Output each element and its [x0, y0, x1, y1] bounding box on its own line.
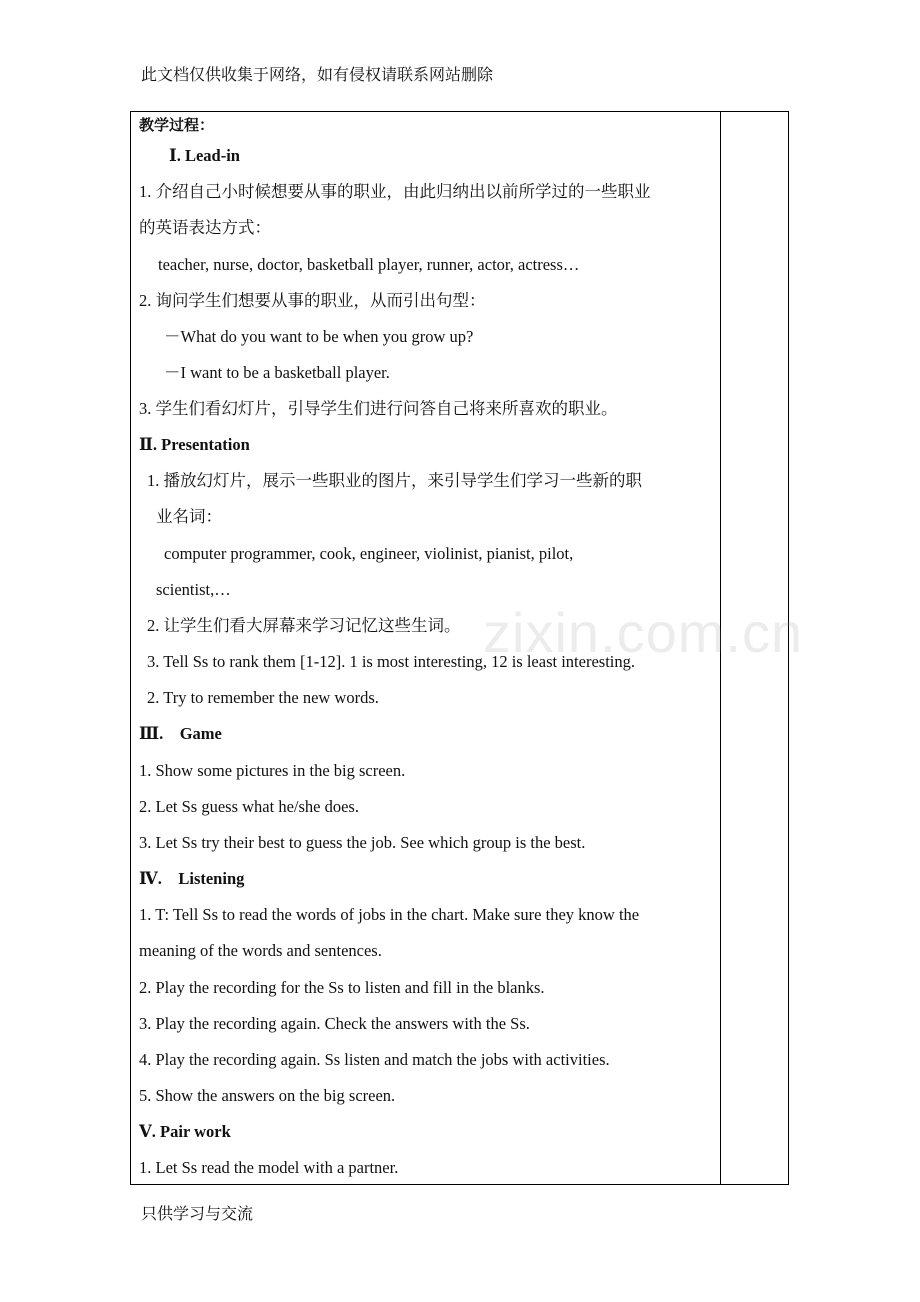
section-heading-lead-in: Ⅰ. Lead-in [169, 146, 240, 165]
game-item-1: 1. Show some pictures in the big screen. [139, 761, 406, 780]
game-item-2: 2. Let Ss guess what he/she does. [139, 797, 359, 816]
site-watermark: zixin.com.cn [483, 601, 804, 664]
listening-item-1-line-2: meaning of the words and sentences. [139, 941, 382, 960]
lead-in-item-1-line-2: 的英语表达方式： [139, 218, 271, 237]
presentation-item-2: 2. 让学生们看大屏幕来学习记忆这些生词。 [147, 616, 461, 635]
lead-in-item-3: 3. 学生们看幻灯片，引导学生们进行问答自己将来所喜欢的职业。 [139, 399, 618, 418]
presentation-vocab-line-1: computer programmer, cook, engineer, violinist, pianist, pilot, [164, 544, 574, 563]
notes-column [720, 112, 721, 1184]
presentation-item-3: 3. Tell Ss to rank them [1-12]. 1 is most interesting, 12 is least interesting. [147, 652, 635, 671]
lead-in-answer: －I want to be a basketball player. [164, 363, 390, 382]
listening-item-2: 2. Play the recording for the Ss to listen and fill in the blanks. [139, 978, 545, 997]
listening-item-5: 5. Show the answers on the big screen. [139, 1086, 396, 1105]
presentation-item-1-line-2: 业名词： [156, 507, 222, 526]
section-heading-presentation: Ⅱ. Presentation [139, 435, 250, 454]
lead-in-item-1-line-1: 1. 介绍自己小时候想要从事的职业，由此归纳出以前所学过的一些职业 [139, 182, 651, 201]
section-heading-pair-work: Ⅴ. Pair work [139, 1122, 231, 1141]
section-heading-game: Ⅲ. Game [139, 724, 222, 743]
lesson-title: 教学过程： [139, 118, 215, 134]
presentation-item-1-line-1: 1. 播放幻灯片，展示一些职业的图片，来引导学生们学习一些新的职 [147, 471, 642, 490]
lead-in-item-2: 2. 询问学生们想要从事的职业，从而引出句型： [139, 291, 486, 310]
pair-work-item-1: 1. Let Ss read the model with a partner. [139, 1158, 399, 1177]
presentation-vocab-line-2: scientist,… [156, 580, 231, 599]
section-heading-listening: Ⅳ. Listening [139, 869, 245, 888]
game-item-3: 3. Let Ss try their best to guess the job. See which group is the best. [139, 833, 586, 852]
footer-note: 只供学习与交流 [141, 1206, 254, 1223]
listening-item-1-line-1: 1. T: Tell Ss to read the words of jobs in the chart. Make sure they know the [139, 905, 640, 924]
header-note: 此文档仅供收集于网络，如有侵权请联系网站删除 [141, 67, 494, 84]
lead-in-vocab: teacher, nurse, doctor, basketball player, runner, actor, actress… [158, 255, 580, 274]
listening-item-4: 4. Play the recording again. Ss listen and match the jobs with activities. [139, 1050, 610, 1069]
lesson-table [130, 111, 789, 1185]
presentation-item-4: 2. Try to remember the new words. [147, 688, 379, 707]
lead-in-question: －What do you want to be when you grow up? [164, 327, 474, 346]
listening-item-3: 3. Play the recording again. Check the answers with the Ss. [139, 1014, 530, 1033]
